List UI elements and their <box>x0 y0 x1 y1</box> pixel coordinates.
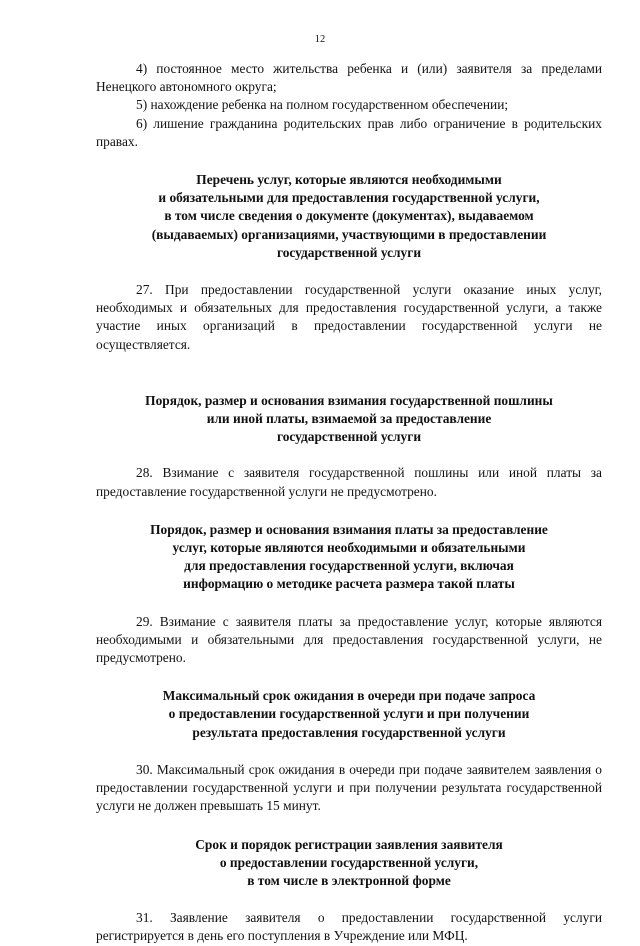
paragraph-28: 28. Взимание с заявителя государственной пошлины или иной платы за предоставление государственной услуги не предусмотрено. <box>96 465 602 499</box>
heading-line: услуг, которые являются необходимыми и обязательными <box>172 540 526 556</box>
heading-line: информацию о методике расчета размера такой платы <box>183 576 515 592</box>
heading-line: и обязательными для предоставления государственной услуги, <box>158 190 540 206</box>
heading-line: государственной услуги <box>276 429 422 445</box>
list-item-6: 6) лишение гражданина родительских прав либо ограничение в родительских правах. <box>96 115 602 149</box>
heading-line: результата предоставления государственной услуги <box>192 724 506 740</box>
heading-line: Максимальный срок ожидания в очереди при подаче запроса <box>162 688 536 704</box>
heading-line: или иной платы, взимаемой за предоставление <box>206 411 492 427</box>
page-number: 12 <box>314 34 326 45</box>
paragraph-31: 31. Заявление заявителя о предоставлении государственной услуги регистрируется в день его поступления в Учреждение или МФЦ. <box>96 910 602 944</box>
list-item-4: 4) постоянное место жительства ребенка и (или) заявителя за пределами Ненецкого автономного округа; <box>96 61 602 95</box>
page-content <box>96 60 602 946</box>
section-heading-queue-time <box>96 687 602 742</box>
heading-line: государственной услуги <box>276 244 422 260</box>
heading-line: о предоставлении государственной услуги и при получении <box>168 706 530 722</box>
heading-line: в том числе сведения о документе (документах), выдаваемом <box>164 208 534 224</box>
list-item-5: 5) нахождение ребенка на полном государственном обеспечении; <box>136 97 509 113</box>
heading-line: Порядок, размер и основания взимания государственной пошлины <box>145 392 553 408</box>
section-heading-state-fee <box>96 392 602 447</box>
section-heading-registration <box>96 836 602 891</box>
heading-line: о предоставлении государственной услуги, <box>219 854 479 870</box>
section-heading-services <box>96 171 602 262</box>
paragraph-27: 27. При предоставлении государственной услуги оказание иных услуг, необходимых и обязательных для предоставления государственной услуги, а также участие иных организаций в предоставлении государственной услуги не осуществляется. <box>96 282 602 352</box>
section-heading-service-fee <box>96 521 602 594</box>
heading-line: (выдаваемых) организациями, участвующими в предоставлении <box>151 226 547 242</box>
heading-line: Перечень услуг, которые являются необходимыми <box>196 172 502 188</box>
heading-line: Порядок, размер и основания взимания платы за предоставление <box>150 521 548 537</box>
heading-line: Срок и порядок регистрации заявления заявителя <box>195 836 503 852</box>
heading-line: в том числе в электронной форме <box>247 872 451 888</box>
paragraph-29: 29. Взимание с заявителя платы за предоставление услуг, которые являются необходимыми и обязательными для предоставления государственной услуги, не предусмотрено. <box>96 613 602 666</box>
heading-line: для предоставления государственной услуги, включая <box>184 558 514 574</box>
paragraph-30: 30. Максимальный срок ожидания в очереди при подаче заявителем заявления о предоставлении государственной услуги и при получении результата государственной услуги не должен превышать 15 минут. <box>96 761 602 814</box>
